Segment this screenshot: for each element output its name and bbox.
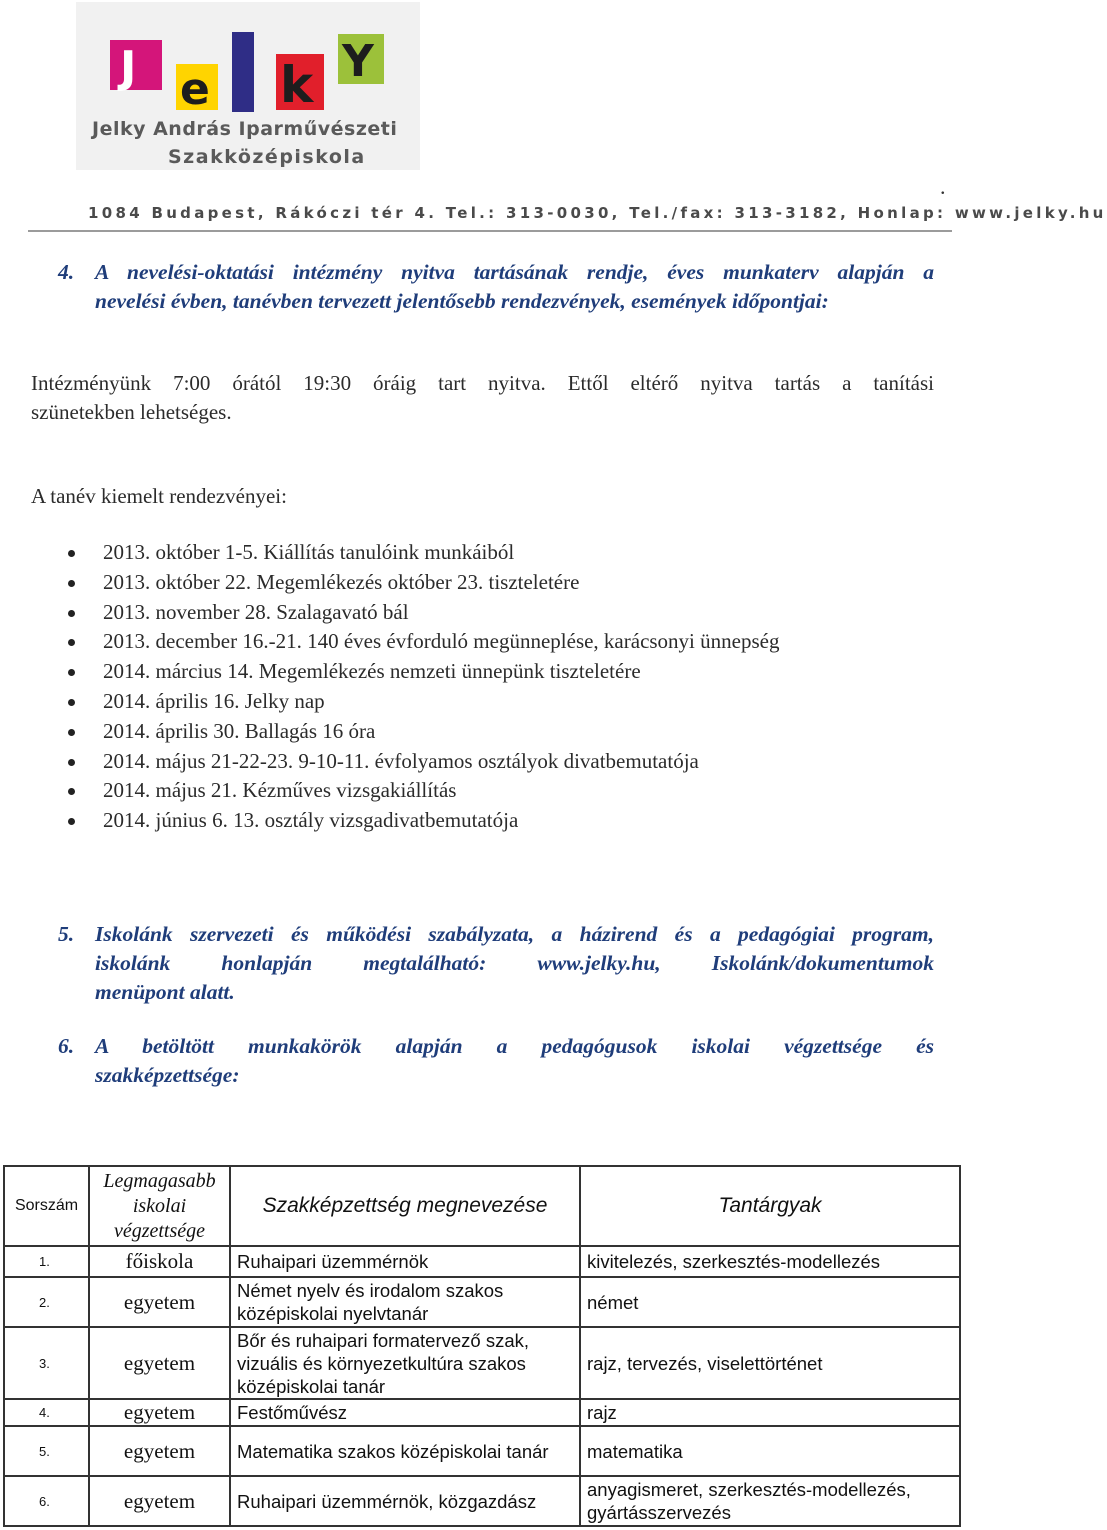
paragraph-line: Intézményünk 7:00 órától 19:30 óráig tart nyitva. Ettől eltérő nyitva tartás a tanítási xyxy=(31,371,934,395)
table-row xyxy=(4,1399,960,1426)
event-item: 2014. április 30. Ballagás 16 óra xyxy=(60,717,940,747)
corner-mark: . xyxy=(940,174,946,199)
table-row xyxy=(4,1426,960,1476)
row-qualification: Német nyelv és irodalom szakos középiskolai nyelvtanár xyxy=(230,1277,580,1327)
row-education: főiskola xyxy=(89,1246,230,1277)
section-number: 6. xyxy=(58,1034,75,1058)
row-number: 1. xyxy=(4,1246,89,1277)
heading-line: menüpont alatt. xyxy=(95,980,235,1004)
event-item: 2014. május 21. Kézműves vizsgakiállítás xyxy=(60,776,940,806)
svg-text:e: e xyxy=(180,64,210,115)
header-sorszam: Sorszám xyxy=(4,1166,89,1246)
event-item: 2014. április 16. Jelky nap xyxy=(60,687,940,717)
heading-line: nevelési évben, tanévben tervezett jelentősebb rendezvények, események időpontjai: xyxy=(95,289,829,313)
row-qualification: Matematika szakos középiskolai tanár xyxy=(230,1426,580,1476)
svg-text:k: k xyxy=(280,56,314,114)
paragraph-line: szünetekben lehetséges. xyxy=(31,400,232,424)
row-subjects: német xyxy=(580,1277,960,1327)
heading-line: iskolánk honlapján megtalálható: www.jelky.hu, Iskolánk/dokumentumok xyxy=(95,951,934,975)
row-qualification: Ruhaipari üzemmérnök xyxy=(230,1246,580,1277)
row-number: 3. xyxy=(4,1327,89,1399)
heading-line: A nevelési-oktatási intézmény nyitva tartásának rendje, éves munkaterv alapján a xyxy=(95,260,934,284)
row-education: egyetem xyxy=(89,1327,230,1399)
row-subjects: kivitelezés, szerkesztés-modellezés xyxy=(580,1246,960,1277)
row-education: egyetem xyxy=(89,1426,230,1476)
jelky-logo-mark xyxy=(76,2,420,120)
event-item: 2014. május 21-22-23. 9-10-11. évfolyamos osztályok divatbemutatója xyxy=(60,747,940,777)
row-qualification: Ruhaipari üzemmérnök, közgazdász xyxy=(230,1476,580,1526)
section-6-heading xyxy=(58,1032,934,1092)
row-education: egyetem xyxy=(89,1277,230,1327)
events-intro: A tanév kiemelt rendezvényei: xyxy=(31,484,287,508)
section-4-heading xyxy=(58,258,934,318)
school-logo xyxy=(76,2,420,170)
row-subjects: rajz, tervezés, viselettörténet xyxy=(580,1327,960,1399)
header-subjects: Tantárgyak xyxy=(580,1166,960,1246)
header-divider xyxy=(28,230,952,232)
table-row xyxy=(4,1476,960,1526)
row-qualification: Bőr és ruhaipari formatervező szak, vizuális és környezetkultúra szakos középiskolai tanár xyxy=(230,1327,580,1399)
row-number: 2. xyxy=(4,1277,89,1327)
row-number: 6. xyxy=(4,1476,89,1526)
contact-line: 1084 Budapest, Rákóczi tér 4. Tel.: 313-0030, Tel./fax: 313-3182, Honlap: www.jelky.hu xyxy=(88,204,1107,222)
logo-l-block xyxy=(232,32,254,112)
row-subjects: rajz xyxy=(580,1399,960,1426)
table-row xyxy=(4,1327,960,1399)
opening-hours-paragraph xyxy=(31,369,934,427)
svg-text:Y: Y xyxy=(342,36,374,87)
heading-line: A betöltött munkakörök alapján a pedagógusok iskolai végzettsége és xyxy=(95,1034,934,1058)
header-education-level: Legmagasabb iskolai végzettsége xyxy=(89,1166,230,1246)
event-item: 2014. június 6. 13. osztály vizsgadivatbemutatója xyxy=(60,806,940,836)
table-row xyxy=(4,1246,960,1277)
svg-text:J: J xyxy=(120,42,137,93)
row-education: egyetem xyxy=(89,1476,230,1526)
row-number: 4. xyxy=(4,1399,89,1426)
section-5-heading xyxy=(58,920,934,1010)
row-subjects: matematika xyxy=(580,1426,960,1476)
section-number: 5. xyxy=(58,922,75,946)
header-qualification: Szakképzettség megnevezése xyxy=(230,1166,580,1246)
row-qualification: Festőművész xyxy=(230,1399,580,1426)
table-row xyxy=(4,1277,960,1327)
event-item: 2013. december 16.-21. 140 éves évforduló megünneplése, karácsonyi ünnepség xyxy=(60,627,940,657)
events-list xyxy=(60,538,940,836)
event-item: 2013. október 1-5. Kiállítás tanulóink munkáiból xyxy=(60,538,940,568)
heading-line: szakképzettsége: xyxy=(95,1063,240,1087)
row-subjects: anyagismeret, szerkesztés-modellezés, gyártásszervezés xyxy=(580,1476,960,1526)
event-item: 2013. október 22. Megemlékezés október 23. tiszteletére xyxy=(60,568,940,598)
event-item: 2014. március 14. Megemlékezés nemzeti ünnepünk tiszteletére xyxy=(60,657,940,687)
logo-school-name: Jelky András Iparművészeti xyxy=(92,118,398,140)
row-education: egyetem xyxy=(89,1399,230,1426)
staff-qualifications-table xyxy=(3,1165,961,1527)
logo-school-type: Szakközépiskola xyxy=(168,146,366,168)
table-header-row xyxy=(4,1166,960,1246)
event-item: 2013. november 28. Szalagavató bál xyxy=(60,598,940,628)
section-number: 4. xyxy=(58,260,75,284)
row-number: 5. xyxy=(4,1426,89,1476)
heading-line: Iskolánk szervezeti és működési szabályzata, a házirend és a pedagógiai program, xyxy=(95,922,934,946)
